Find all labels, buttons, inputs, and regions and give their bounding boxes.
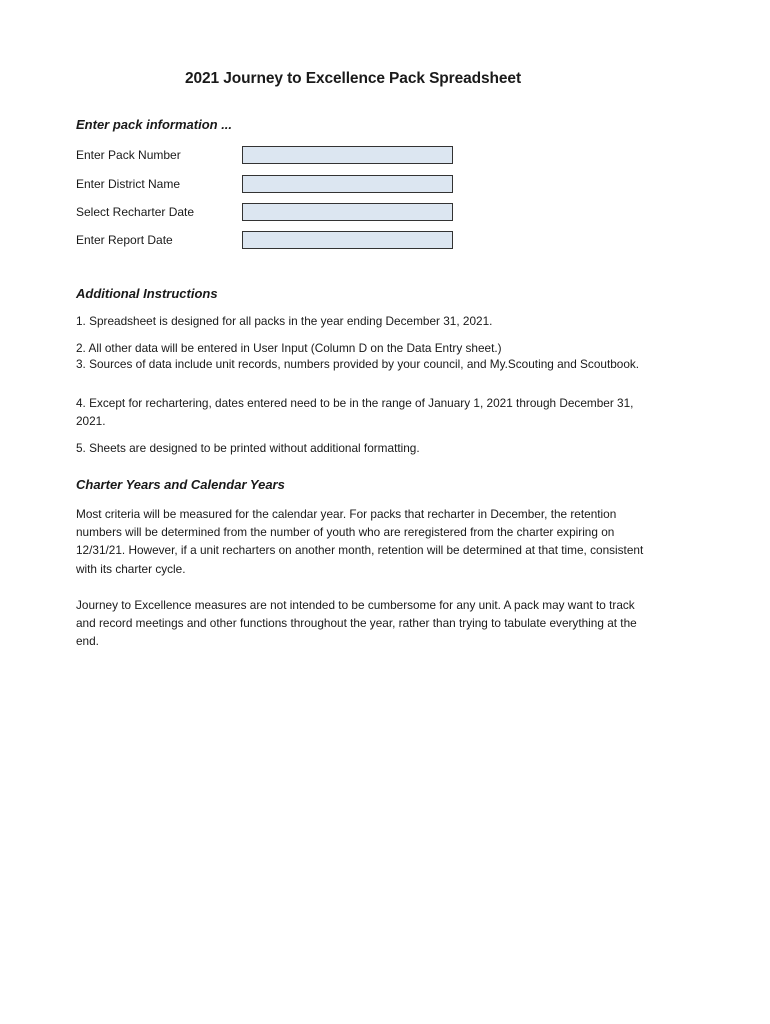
recharter-date-input[interactable]: [242, 203, 453, 221]
district-name-input[interactable]: [242, 175, 453, 193]
charter-years-paragraph-2: Journey to Excellence measures are not intended to be cumbersome for any unit. A pack may want to track and record meetings and other functions throughout the year, rather than trying to tabulate everything at the end.: [76, 598, 637, 649]
report-date-label: Enter Report Date: [76, 233, 173, 247]
instruction-item-4: 4. Except for rechartering, dates entered need to be in the range of January 1, 2021 through December 31, 2021.: [76, 396, 634, 429]
page-title: 2021 Journey to Excellence Pack Spreadsheet: [184, 70, 522, 87]
report-date-input[interactable]: [242, 231, 453, 249]
pack-number-input[interactable]: [242, 146, 453, 164]
recharter-date-label: Select Recharter Date: [76, 205, 195, 219]
instruction-item-1: 1. Spreadsheet is designed for all packs in the year ending December 31, 2021.: [76, 314, 493, 328]
charter-years-paragraph-1: Most criteria will be measured for the calendar year. For packs that recharter in December, the retention numbers will be determined from the number of youth who are reregistered from the charter expiring on 12/31/21. However, if a unit recharters on another month, retention will be determined at that time, consistent with its charter cycle.: [76, 507, 644, 576]
instruction-item-2: 2. All other data will be entered in User Input (Column D on the Data Entry sheet.): [76, 341, 502, 355]
instruction-item-3: 3. Sources of data include unit records, numbers provided by your council, and My.Scouting and Scoutbook.: [76, 357, 640, 371]
pack-info-heading: Enter pack information ...: [76, 117, 233, 132]
instruction-item-5: 5. Sheets are designed to be printed without additional formatting.: [76, 441, 420, 455]
additional-instructions-heading: Additional Instructions: [76, 286, 218, 301]
district-name-label: Enter District Name: [76, 177, 181, 191]
charter-years-heading: Charter Years and Calendar Years: [76, 477, 285, 492]
pack-number-label: Enter Pack Number: [76, 148, 181, 162]
